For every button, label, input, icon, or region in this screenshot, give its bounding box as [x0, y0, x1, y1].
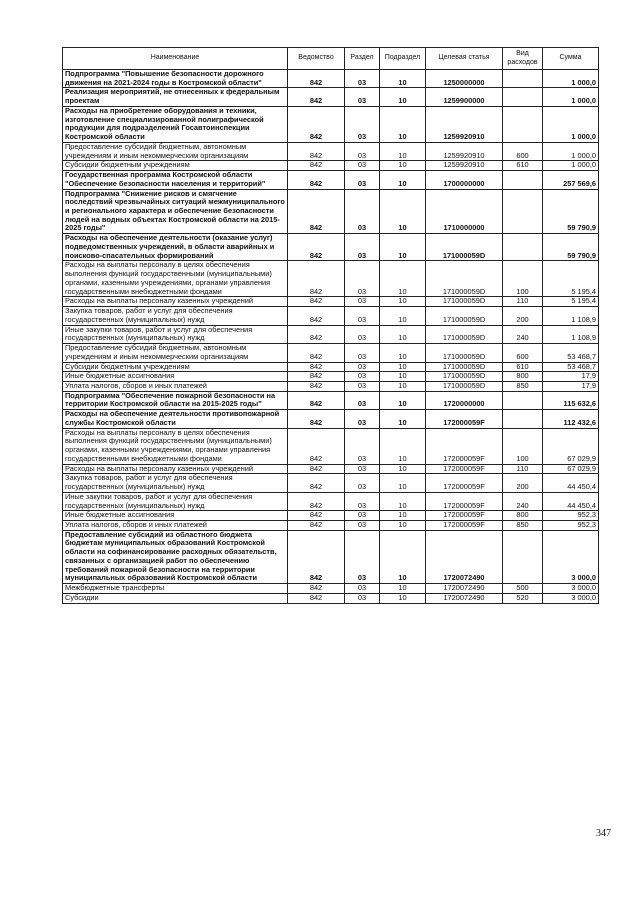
- table-row: [63, 428, 599, 464]
- subsection-cell: 10: [380, 391, 426, 409]
- amount-cell: 5 195,4: [543, 297, 599, 307]
- subsection-cell: 10: [380, 474, 426, 492]
- table-row: [63, 261, 599, 297]
- expense-type-cell: 500: [503, 584, 543, 594]
- table-row: [63, 584, 599, 594]
- name-cell: Расходы на выплаты персоналу казенных учреждений: [63, 464, 288, 474]
- subsection-cell: 10: [380, 584, 426, 594]
- name-cell: Межбюджетные трансферты: [63, 584, 288, 594]
- section-cell: 03: [345, 70, 380, 88]
- table-row: [63, 171, 599, 189]
- department-cell: 842: [288, 307, 345, 325]
- target-article-cell: 171000059D: [426, 261, 503, 297]
- amount-cell: 1 000,0: [543, 106, 599, 142]
- expense-type-cell: [503, 530, 543, 583]
- department-cell: 842: [288, 511, 345, 521]
- department-cell: 842: [288, 234, 345, 261]
- target-article-cell: 172000059F: [426, 428, 503, 464]
- department-cell: 842: [288, 297, 345, 307]
- expense-type-cell: 200: [503, 307, 543, 325]
- amount-cell: 5 195,4: [543, 261, 599, 297]
- target-article-cell: 171000059D: [426, 362, 503, 372]
- table-row: [63, 381, 599, 391]
- amount-cell: 1 000,0: [543, 70, 599, 88]
- section-cell: 03: [345, 189, 380, 234]
- department-cell: 842: [288, 474, 345, 492]
- name-cell: Предоставление субсидий из областного бюджета бюджетам муниципальных образований Костромской области на софинансирование расходных обязательств, связанных с организацией работ по обеспечению требований пожарной безопасности на территории муниципальных образований Костромской области: [63, 530, 288, 583]
- amount-cell: 257 569,6: [543, 171, 599, 189]
- expense-type-cell: [503, 189, 543, 234]
- subsection-cell: 10: [380, 381, 426, 391]
- table-row: [63, 70, 599, 88]
- expense-type-cell: 600: [503, 142, 543, 160]
- amount-cell: 1 000,0: [543, 161, 599, 171]
- name-cell: Закупка товаров, работ и услуг для обеспечения государственных (муниципальных) нужд: [63, 307, 288, 325]
- subsection-cell: 10: [380, 492, 426, 510]
- amount-cell: 44 450,4: [543, 492, 599, 510]
- section-cell: 03: [345, 297, 380, 307]
- department-cell: 842: [288, 520, 345, 530]
- table-row: [63, 142, 599, 160]
- name-cell: Иные бюджетные ассигнования: [63, 511, 288, 521]
- expense-type-cell: 600: [503, 344, 543, 362]
- name-cell: Закупка товаров, работ и услуг для обеспечения государственных (муниципальных) нужд: [63, 474, 288, 492]
- amount-cell: 3 000,0: [543, 530, 599, 583]
- table-body: [63, 70, 599, 604]
- section-cell: 03: [345, 325, 380, 343]
- expense-type-cell: [503, 70, 543, 88]
- department-cell: 842: [288, 88, 345, 106]
- department-cell: 842: [288, 171, 345, 189]
- target-article-cell: 1250000000: [426, 70, 503, 88]
- expense-type-cell: [503, 88, 543, 106]
- target-article-cell: 171000059D: [426, 297, 503, 307]
- table-row: [63, 530, 599, 583]
- name-cell: Уплата налогов, сборов и иных платежей: [63, 520, 288, 530]
- header-subsection: Подраздел: [380, 48, 426, 70]
- target-article-cell: 1720072490: [426, 593, 503, 603]
- section-cell: 03: [345, 381, 380, 391]
- target-article-cell: 1720072490: [426, 584, 503, 594]
- department-cell: 842: [288, 593, 345, 603]
- table-row: [63, 520, 599, 530]
- expense-type-cell: 100: [503, 428, 543, 464]
- target-article-cell: 171000059D: [426, 325, 503, 343]
- subsection-cell: 10: [380, 428, 426, 464]
- table-row: [63, 189, 599, 234]
- subsection-cell: 10: [380, 189, 426, 234]
- subsection-cell: 10: [380, 171, 426, 189]
- table-row: [63, 344, 599, 362]
- target-article-cell: 1259920910: [426, 106, 503, 142]
- amount-cell: 67 029,9: [543, 428, 599, 464]
- expense-type-cell: 800: [503, 511, 543, 521]
- target-article-cell: 1259920910: [426, 142, 503, 160]
- target-article-cell: 1700000000: [426, 171, 503, 189]
- target-article-cell: 1259900000: [426, 88, 503, 106]
- expense-type-cell: [503, 106, 543, 142]
- target-article-cell: 1710000000: [426, 189, 503, 234]
- section-cell: 03: [345, 307, 380, 325]
- name-cell: Подпрограмма "Обеспечение пожарной безопасности на территории Костромской области на 2015-2025 годы": [63, 391, 288, 409]
- section-cell: 03: [345, 362, 380, 372]
- section-cell: 03: [345, 464, 380, 474]
- table-row: [63, 325, 599, 343]
- department-cell: 842: [288, 325, 345, 343]
- table-row: [63, 307, 599, 325]
- target-article-cell: 171000059D: [426, 234, 503, 261]
- amount-cell: 44 450,4: [543, 474, 599, 492]
- subsection-cell: 10: [380, 307, 426, 325]
- target-article-cell: 172000059F: [426, 410, 503, 428]
- expense-type-cell: 610: [503, 161, 543, 171]
- target-article-cell: 172000059F: [426, 474, 503, 492]
- subsection-cell: 10: [380, 464, 426, 474]
- name-cell: Подпрограмма "Снижение рисков и смягчение последствий чрезвычайных ситуаций межмуниципального и регионального характера и обеспечение безопасности людей на водных объектах Костромской области на 2015-2025 годы": [63, 189, 288, 234]
- name-cell: Иные закупки товаров, работ и услуг для обеспечения государственных (муниципальных) нужд: [63, 325, 288, 343]
- department-cell: 842: [288, 106, 345, 142]
- subsection-cell: 10: [380, 530, 426, 583]
- target-article-cell: 171000059D: [426, 381, 503, 391]
- header-name: Наименование: [63, 48, 288, 70]
- department-cell: 842: [288, 492, 345, 510]
- amount-cell: 67 029,9: [543, 464, 599, 474]
- section-cell: 03: [345, 492, 380, 510]
- expense-type-cell: [503, 234, 543, 261]
- department-cell: 842: [288, 261, 345, 297]
- section-cell: 03: [345, 511, 380, 521]
- target-article-cell: 171000059D: [426, 307, 503, 325]
- name-cell: Расходы на выплаты персоналу в целях обеспечения выполнения функций государственными (муниципальными) органами, казенными учреждениями, органами управления государственными внебюджетными фондами: [63, 261, 288, 297]
- table-header-row: [63, 48, 599, 70]
- department-cell: 842: [288, 381, 345, 391]
- section-cell: 03: [345, 234, 380, 261]
- subsection-cell: 10: [380, 372, 426, 382]
- expense-type-cell: 100: [503, 261, 543, 297]
- target-article-cell: 1720000000: [426, 391, 503, 409]
- name-cell: Расходы на обеспечение деятельности (оказание услуг) подведомственных учреждений, в области аварийных и поисково-спасательных формирований: [63, 234, 288, 261]
- name-cell: Субсидии бюджетным учреждениям: [63, 362, 288, 372]
- amount-cell: 59 790,9: [543, 234, 599, 261]
- expense-type-cell: 850: [503, 381, 543, 391]
- amount-cell: 952,3: [543, 511, 599, 521]
- table-row: [63, 410, 599, 428]
- department-cell: 842: [288, 428, 345, 464]
- table-row: [63, 88, 599, 106]
- section-cell: 03: [345, 474, 380, 492]
- expense-type-cell: 110: [503, 297, 543, 307]
- section-cell: 03: [345, 530, 380, 583]
- section-cell: 03: [345, 261, 380, 297]
- subsection-cell: 10: [380, 161, 426, 171]
- department-cell: 842: [288, 391, 345, 409]
- section-cell: 03: [345, 142, 380, 160]
- subsection-cell: 10: [380, 261, 426, 297]
- amount-cell: 59 790,9: [543, 189, 599, 234]
- subsection-cell: 10: [380, 297, 426, 307]
- table-row: [63, 474, 599, 492]
- department-cell: 842: [288, 344, 345, 362]
- section-cell: 03: [345, 428, 380, 464]
- subsection-cell: 10: [380, 142, 426, 160]
- header-expense-type: Вид расходов: [503, 48, 543, 70]
- table-row: [63, 391, 599, 409]
- subsection-cell: 10: [380, 344, 426, 362]
- expense-type-cell: [503, 410, 543, 428]
- department-cell: 842: [288, 410, 345, 428]
- section-cell: 03: [345, 391, 380, 409]
- department-cell: 842: [288, 372, 345, 382]
- department-cell: 842: [288, 464, 345, 474]
- amount-cell: 3 000,0: [543, 593, 599, 603]
- page-number: 347: [596, 828, 611, 839]
- name-cell: Субсидии: [63, 593, 288, 603]
- expense-type-cell: 200: [503, 474, 543, 492]
- expense-type-cell: 610: [503, 362, 543, 372]
- section-cell: 03: [345, 344, 380, 362]
- section-cell: 03: [345, 593, 380, 603]
- subsection-cell: 10: [380, 325, 426, 343]
- target-article-cell: 171000059D: [426, 344, 503, 362]
- subsection-cell: 10: [380, 234, 426, 261]
- table-row: [63, 593, 599, 603]
- expense-type-cell: [503, 171, 543, 189]
- department-cell: 842: [288, 189, 345, 234]
- amount-cell: 952,3: [543, 520, 599, 530]
- subsection-cell: 10: [380, 511, 426, 521]
- amount-cell: 3 000,0: [543, 584, 599, 594]
- amount-cell: 17,9: [543, 372, 599, 382]
- section-cell: 03: [345, 372, 380, 382]
- section-cell: 03: [345, 584, 380, 594]
- name-cell: Субсидии бюджетным учреждениям: [63, 161, 288, 171]
- department-cell: 842: [288, 362, 345, 372]
- amount-cell: 53 468,7: [543, 344, 599, 362]
- header-department: Ведомство: [288, 48, 345, 70]
- subsection-cell: 10: [380, 88, 426, 106]
- target-article-cell: 172000059F: [426, 492, 503, 510]
- name-cell: Государственная программа Костромской области "Обеспечение безопасности населения и территорий": [63, 171, 288, 189]
- department-cell: 842: [288, 70, 345, 88]
- amount-cell: 112 432,6: [543, 410, 599, 428]
- expense-type-cell: 240: [503, 325, 543, 343]
- department-cell: 842: [288, 530, 345, 583]
- name-cell: Расходы на выплаты персоналу казенных учреждений: [63, 297, 288, 307]
- name-cell: Расходы на выплаты персоналу в целях обеспечения выполнения функций государственными (муниципальными) органами, казенными учреждениями, органами управления государственными внебюджетными фондами: [63, 428, 288, 464]
- name-cell: Предоставление субсидий бюджетным, автономным учреждениям и иным некоммерческим организациям: [63, 344, 288, 362]
- department-cell: 842: [288, 584, 345, 594]
- table-row: [63, 106, 599, 142]
- amount-cell: 115 632,6: [543, 391, 599, 409]
- section-cell: 03: [345, 161, 380, 171]
- name-cell: Расходы на приобретение оборудования и техники, изготовление специализированной полиграфической продукции для подразделений Госавтоинспекции Костромской области: [63, 106, 288, 142]
- table-row: [63, 492, 599, 510]
- header-amount: Сумма: [543, 48, 599, 70]
- expense-type-cell: 110: [503, 464, 543, 474]
- subsection-cell: 10: [380, 593, 426, 603]
- name-cell: Иные закупки товаров, работ и услуг для обеспечения государственных (муниципальных) нужд: [63, 492, 288, 510]
- department-cell: 842: [288, 142, 345, 160]
- table-row: [63, 372, 599, 382]
- subsection-cell: 10: [380, 520, 426, 530]
- section-cell: 03: [345, 410, 380, 428]
- name-cell: Расходы на обеспечение деятельности противопожарной службы Костромской области: [63, 410, 288, 428]
- department-cell: 842: [288, 161, 345, 171]
- expense-type-cell: 850: [503, 520, 543, 530]
- name-cell: Подпрограмма "Повышение безопасности дорожного движения на 2021-2024 годы в Костромской области": [63, 70, 288, 88]
- subsection-cell: 10: [380, 362, 426, 372]
- target-article-cell: 172000059F: [426, 511, 503, 521]
- amount-cell: 1 000,0: [543, 88, 599, 106]
- amount-cell: 53 468,7: [543, 362, 599, 372]
- section-cell: 03: [345, 88, 380, 106]
- target-article-cell: 1259920910: [426, 161, 503, 171]
- name-cell: Предоставление субсидий бюджетным, автономным учреждениям и иным некоммерческим организациям: [63, 142, 288, 160]
- amount-cell: 1 000,0: [543, 142, 599, 160]
- name-cell: Уплата налогов, сборов и иных платежей: [63, 381, 288, 391]
- amount-cell: 17,9: [543, 381, 599, 391]
- section-cell: 03: [345, 171, 380, 189]
- section-cell: 03: [345, 106, 380, 142]
- target-article-cell: 1720072490: [426, 530, 503, 583]
- expense-type-cell: 240: [503, 492, 543, 510]
- subsection-cell: 10: [380, 70, 426, 88]
- amount-cell: 1 108,9: [543, 307, 599, 325]
- amount-cell: 1 108,9: [543, 325, 599, 343]
- header-section: Раздел: [345, 48, 380, 70]
- target-article-cell: 171000059D: [426, 372, 503, 382]
- table-row: [63, 234, 599, 261]
- expense-type-cell: 520: [503, 593, 543, 603]
- name-cell: Реализация мероприятий, не отнесенных к федеральным проектам: [63, 88, 288, 106]
- target-article-cell: 172000059F: [426, 520, 503, 530]
- expense-type-cell: [503, 391, 543, 409]
- name-cell: Иные бюджетные ассигнования: [63, 372, 288, 382]
- target-article-cell: 172000059F: [426, 464, 503, 474]
- subsection-cell: 10: [380, 106, 426, 142]
- budget-table: [62, 47, 599, 604]
- expense-type-cell: 800: [503, 372, 543, 382]
- header-target-article: Целевая статья: [426, 48, 503, 70]
- subsection-cell: 10: [380, 410, 426, 428]
- section-cell: 03: [345, 520, 380, 530]
